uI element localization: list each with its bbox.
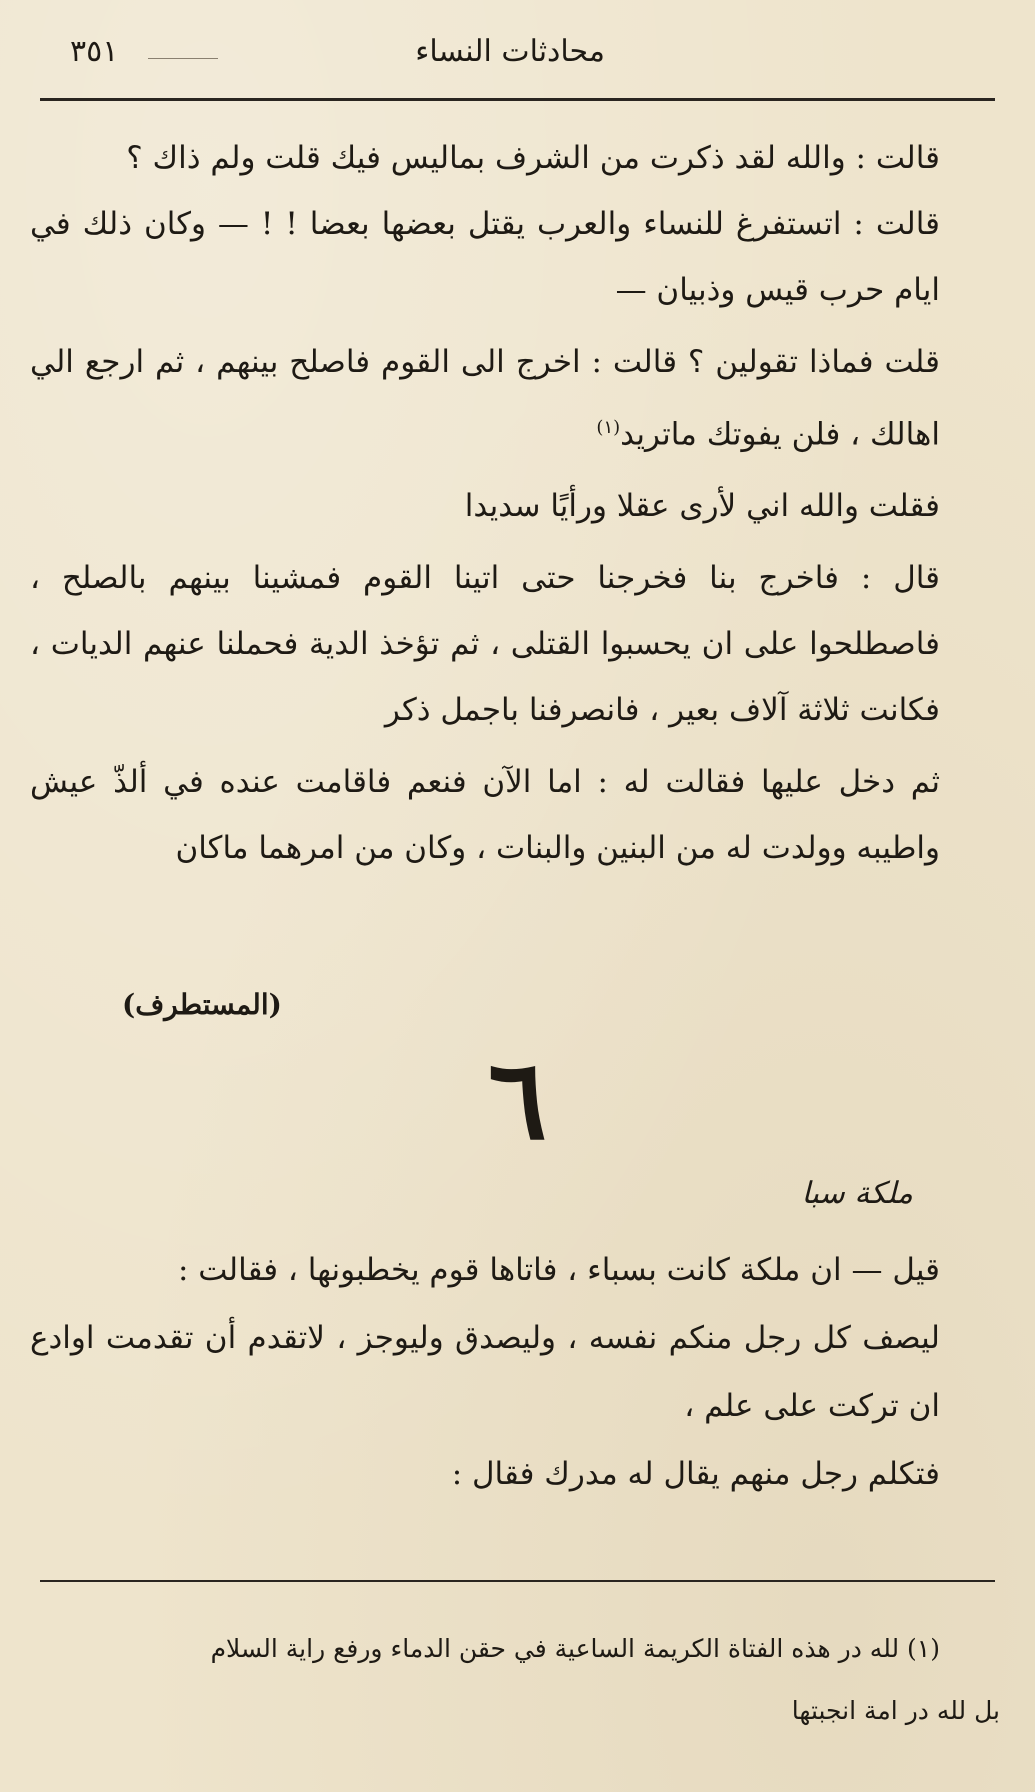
- header-rule: [40, 98, 995, 101]
- paragraph-3-text: قلت فماذا تقولين ؟ قالت : اخرج الى القوم فاصلح بينهم ، ثم ارجع الي اهالك ، فلن يفوتك ماتريد: [30, 344, 940, 453]
- paragraph-6: ثم دخل عليها فقالت له : اما الآن فنعم فاقامت عنده في ألذّ عيش واطيبه وولدت له من البنين والبنات ، وكان من امرهما ماكان: [30, 764, 940, 867]
- section-paragraph-1: قيل — ان ملكة كانت بسباء ، فاتاها قوم يخطبونها ، فقالت :: [177, 1252, 940, 1288]
- header-dash: [148, 58, 218, 59]
- footnote-rule: [40, 1580, 995, 1582]
- paragraph-4: فقلت والله اني لأرى عقلا ورأيًا سديدا: [464, 488, 940, 525]
- footnotes: [40, 1618, 1000, 1742]
- page-number: ٣٥١: [70, 34, 119, 69]
- running-title: محادثات النساء: [415, 34, 605, 69]
- section-body: [30, 1236, 1000, 1508]
- section-title: ملكة سبا: [801, 1176, 913, 1211]
- paragraph-3: [30, 329, 1000, 467]
- source-citation: (المستطرف): [122, 988, 282, 1021]
- footnote-1-continued: بل لله در امة انجبتها: [791, 1696, 1000, 1725]
- paragraph-2: قالت : اتستفرغ للنساء والعرب يقتل بعضها بعضا ! ! — وكان ذلك في ايام حرب قيس وذبيان —: [30, 206, 940, 308]
- body-text: [30, 125, 1000, 881]
- footnote-1: (١) لله در هذه الفتاة الكريمة الساعية في حقن الدماء ورفع راية السلام: [210, 1634, 940, 1663]
- section-paragraph-3: فتكلم رجل منهم يقال له مدرك فقال :: [451, 1456, 940, 1492]
- footnote-ref-1[interactable]: (١): [596, 417, 621, 438]
- page-header: [40, 28, 995, 78]
- paragraph-1: قالت : والله لقد ذكرت من الشرف بماليس فيك قلت ولم ذاك ؟: [126, 140, 940, 176]
- paragraph-5: قال : فاخرج بنا فخرجنا حتى اتينا القوم فمشينا بينهم بالصلح ، فاصطلحوا على ان يحسبوا القتلى ، ثم تؤخذ الدية فحملنا عنهم الديات ، فكانت ثلاثة آلاف بعير ، فانصرفنا باجمل ذكر: [30, 560, 940, 729]
- section-paragraph-2: ليصف كل رجل منكم نفسه ، وليصدق وليوجز ، لاتقدم أن تقدمت اوادع ان تركت على علم ،: [30, 1320, 940, 1424]
- section-number: ٦: [487, 1035, 548, 1164]
